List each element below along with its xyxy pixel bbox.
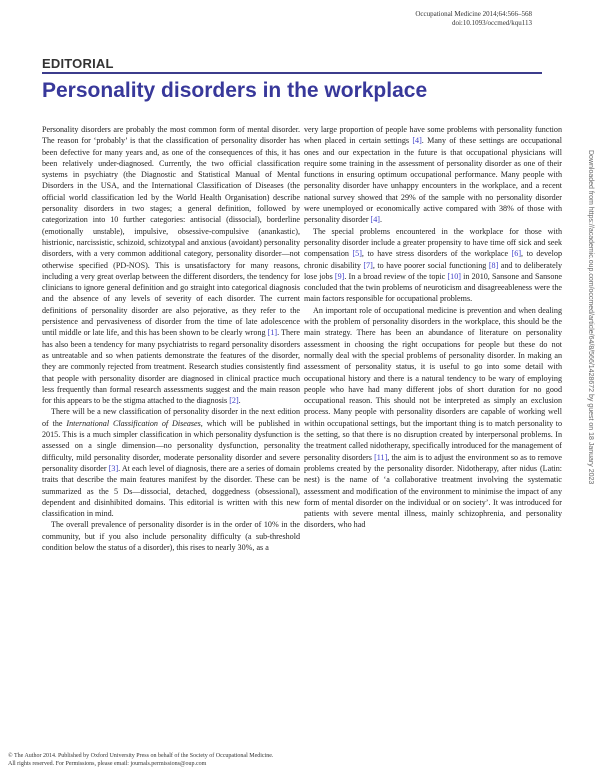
right-column xyxy=(304,124,562,752)
article-title: Personality disorders in the workplace xyxy=(42,79,428,102)
permissions-line: All rights reserved. For Permissions, please email: journals.permissions@oup.com xyxy=(8,761,207,767)
citation-link[interactable]: [7] xyxy=(363,260,373,270)
copyright-line: © The Author 2014. Published by Oxford University Press on behalf of the Society of Occupational Medicine. xyxy=(8,753,274,759)
journal-citation xyxy=(415,10,532,28)
citation-link[interactable]: [1] xyxy=(267,328,278,338)
citation-link[interactable]: [11] xyxy=(374,452,388,462)
citation-link[interactable]: [3] xyxy=(108,463,119,473)
paragraph: The overall prevalence of personality disorder is in the order of 10% in the community, but if you also include personality difficulty (a sub-threshold condition below the status of a disorder), this rises to nearly 30%, as a xyxy=(42,520,300,552)
italic-title: International Classification of Diseases xyxy=(66,418,201,428)
section-divider xyxy=(42,72,542,74)
doi-line: doi:10.1093/occmed/kqu113 xyxy=(451,19,532,27)
download-watermark: Downloaded from https://academic.oup.com/occmed/article/64/8/566/1428672 by guest on 18 January 2023 xyxy=(587,150,594,485)
paragraph: very large proportion of people have some problems with personality function when placed in certain settings [4]. Many of these settings are occupational ones and our expectation in the future is that occupational physicians will require some training in the assessment of personality disorder as one of their functions in ensuring optimum occupational performance. Many people with personality disorder have unhappy encounters in the workplace, and a recent national survey showed that 29% of the sample with no personality disorder were unemployed or economically active compared with 38% of those with personality disorder [4]. xyxy=(304,125,562,225)
citation-link[interactable]: [10] xyxy=(447,271,461,281)
paragraph: The special problems encountered in the workplace for those with personality disorder include a greater propensity to have time off sick and seek compensation [5], to have stress disorders of the workplace [6], to develop chronic disability [7], to have poorer social functioning [8] and to deliberately lose jobs [9]. In a broad review of the topic [10] in 2010, Sansone and Sansone concluded that the twin problems of neuroticism and disagreeableness were the main factors responsible for occupational problems. xyxy=(304,226,562,304)
left-column xyxy=(42,124,300,752)
citation-link[interactable]: [9] xyxy=(334,271,345,281)
citation-link[interactable]: [6] xyxy=(511,249,522,259)
paragraph: Personality disorders are probably the most common form of mental disorder. The reason for ‘probably’ is that the classification of personality disorder has been defective for many years and, as one of the consequences of this, it has been relatively under-diagnosed. Currently, the two official classification systems in psychiatry (the Diagnostic and Statistical Manual of Mental Disorders in the USA, and the International Classification of Diseases (the official world classification led by the World Health Organisation) describe personality disorders in two stages; a general definition, followed by categorization into 10 further categories: antisocial (dissocial), borderline (emotionally unstable), impulsive, obsessive-compulsive (anankastic), histrionic, narcissistic, schizoid, schizotypal and anxious (avoidant) personality disorders, with a very common additional category, personality disorder—not otherwise specified (PD-NOS). This is unsatisfactory for many reasons, including a very great overlap between the different disorders, the tendency for clinicians to ignore general definition and go straight into categorical diagnosis and the absence of any levels of severity of each disorder. The current definitions of personality disorder are also pejorative, as they refer to the persistence and pervasiveness of disorder from the time of late adolescence until middle or late life, and this has been shown to be clearly wrong [1]. There has also been a tendency for many psychiatrists to regard personality disorders as untreatable and so when patients demonstrate the features of the disorder, they are commonly rejected from treatment. Research studies consistently find that people with personality disorder are diagnosed in clinical practice much less frequently than formal research assessments suggest and the main reason for this appears to be the stigma attached to the diagnosis [2]. xyxy=(42,125,300,406)
section-label: EDITORIAL xyxy=(42,56,114,71)
citation-link[interactable]: [4] xyxy=(412,136,422,146)
paragraph: An important role of occupational medicine is prevention and when dealing with the problem of personality disorders in the workplace, this should be the main strategy. There has been an abundance of literature on personality assessment in choosing the right occupations for people but these do not normally deal with the special problems of personality disorder. In making an assessment of personality status, it is useful to go into some detail with occupational history and there is a natural tendency to be wary of employing people who have had many different jobs of short duration for no good occupational reason. This should not be interpreted as simply an exclusion process. Many people with personality disorders are capable of working well within occupational settings, but the important thing is to match personality to the setting, so that there is no disruption created by interpersonal problems. In the treatment called nidotherapy, specifically introduced for the management of personality disorders [11], the aim is to adjust the environment so as to remove problems created by the personality disorder. Nidotherapy, after nidus (Latin: nest) is the name of ‘a collaborative treatment involving the systematic assessment and modification of the environment to minimise the impact of any form of mental disorder on the individual or on society’. It was introduced for patients with severe mental illness, mainly schizophrenia, and personality disorders, who had xyxy=(304,305,562,530)
copyright-footer xyxy=(8,752,273,768)
citation-link[interactable]: [8] xyxy=(488,260,499,270)
journal-citation-line: Occupational Medicine 2014;64:566–568 xyxy=(415,10,532,18)
citation-link[interactable]: [5] xyxy=(352,249,362,259)
paragraph: There will be a new classification of personality disorder in the next edition of the International Classification of Diseases, which will be published in 2015. This is a much simpler classification in which personality dysfunction is assessed on a single dimension—no personality dysfunction, personality difficulty, mild personality disorder, moderate personality disorder and severe personality disorder [3]. At each level of diagnosis, there are a series of domain traits that describe the main features manifest by the disorder. These can be summarized as the 5 Ds—dissocial, detached, doggedness (obsessional), dependent and disinhibited domains. This editorial is written with this new classification in mind. xyxy=(42,407,300,519)
citation-link[interactable]: [2] xyxy=(229,396,239,406)
citation-link[interactable]: [4] xyxy=(370,215,380,225)
